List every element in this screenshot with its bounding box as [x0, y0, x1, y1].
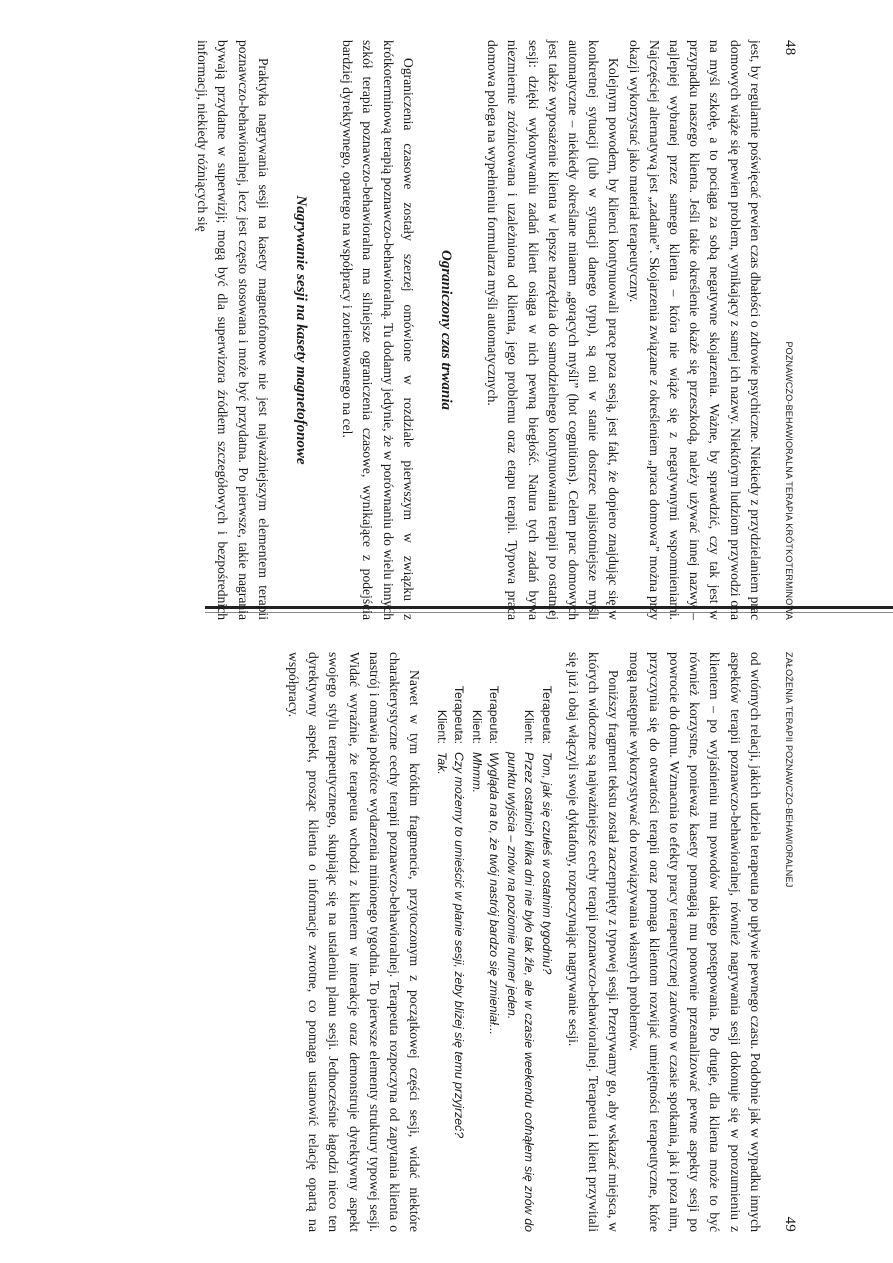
running-head [779, 652, 800, 1232]
section-heading: Ograniczony czas trwania [437, 249, 454, 411]
utterance: Wygląda na to, że twój nastrój bardzo się zmieniał... [487, 752, 502, 1035]
paragraph: Nawet w tym krótkim fragmencie, przytoczonym z początkowej części sesji, widać niektóre charakterystyczne cechy terapii poznawczo-behawioralnej. Terapeuta rozpoczyna od zapytania klienta o nastrój i omawia pokrótce wydarzenia minionego tygodnia. To pierwsze elementy struktury typowej sesji. Widać wyraźnie, że terapeuta wchodzi z klientem w interakcje oraz demonstruje dyrektywny aspekt swojego stylu terapeutycznego, skupiając się na ustaleniu planu sesji. Jednocześnie łagodzi nieco ten dyrektywny aspekt, prosząc klienta o informacje zwrotne, co pomaga ustanowić relację opartą na współpracy. [286, 652, 423, 1232]
utterance: Mhmm. [469, 752, 484, 793]
paragraph: Kolejnym powodem, by klienci kontynuowali pracę poza sesją, jest fakt, że dopiero znajdując się w konkretnej sytuacji (lub w sytuacji danego typu), są oni w stanie dostrzec najistotniejsze myśli automatyczne – niekiedy określane mianem „gorących myśli” (hot cognitions). Celem prac domowych jest także wyposażenie klienta w lepsze narzędzia do samodzielnego kontynuowania terapii po ostatniej sesji: dzięki wykonywaniu zadań klient osiąga w nich pewną biegłość. Natura tych zadań bywa niezmiernie zróżnicowana i uzależniona od klienta, jego problemu oraz etapu terapii. Typowa praca domowa polega na wypełnieniu formularza myśli automatycznych. [485, 40, 622, 620]
utterance: Tom, jak się czułeś w ostatnim tygodniu? [539, 752, 554, 975]
speaker: Klient: [522, 709, 537, 744]
book-page-49 [120, 652, 800, 1232]
speaker: Terapeuta: [539, 685, 554, 744]
running-head-title: POZNAWCZO-BEHAWIORALNA TERAPIA KRÓTKOTERMINOWA [784, 341, 794, 620]
speaker: Terapeuta: [452, 685, 467, 744]
paragraph: Poniższy fragment tekstu został zaczerpnięty z typowej sesji. Przerywamy go, aby wskazać miejsca, w których widoczne są najważniejsze cechy terapii poznawczo-behawioralnej. Terapeuta i klient przywitali się już i obaj włączyli swoje dyktafony, rozpoczynając nagrywanie sesji. [565, 652, 622, 1232]
speaker: Klient: [434, 709, 449, 744]
dialog-line [432, 652, 450, 1232]
page-number: 48 [782, 40, 798, 56]
dialog-line [502, 652, 537, 1232]
dialog-line [485, 652, 503, 1232]
paragraph: Ograniczenia czasowe zostały szerzej omówione w rozdziale pierwszym w związku z krótkoterminową terapią poznawczo-behawioralną. Tu dodamy jedynie, że w porównaniu do wielu innych szkół terapia poznawczo-behawioralna ma silniejsze ograniczenia czasowe, wynikające z podejścia bardziej dyrektywnego, opartego na współpracy i zorientowanego na cel. [340, 40, 416, 620]
speaker: Terapeuta: [487, 685, 502, 744]
dialog-line [450, 652, 468, 1232]
dialog-excerpt [432, 652, 555, 1232]
page-number: 49 [782, 1216, 798, 1232]
paragraph: Praktyka nagrywania sesji na kasety magnetofonowe nie jest najważniejszym elementem terapii poznawczo-behawioralnej, lecz jest często stosowana i może być przydatna. Po pierwsze, takie nagrania bywają przydatne w superwizji; mogą być dla superwizora źródłem szczegółowych i bezpośrednich informacji, niekiedy różniących się [195, 40, 271, 620]
paragraph: od wtórnych relacji, jakich udziela terapeuta po upływie pewnego czasu. Podobnie jak w wypadku innych aspektów terapii poznawczo-behawioralnej, również nagrywania sesji dokonuje się w porozumieniu z klientem – po wyjaśnieniu mu powodów takiego postępowania. Po drugie, dla klienta może to być również korzystne, ponieważ kasety pomagają mu ponownie przeanalizować pewne aspekty sesji po powrocie do domu. Wzmacnia to efekty pracy terapeutycznej zarówno w czasie spotkania, jak i poza nim, przyczynia się do otwartości terapii oraz pomaga klientom rozwijać umiejętności terapeutyczne, które mogą następnie wykorzystywać do rozwiązywania własnych problemów. [626, 652, 763, 1232]
speaker: Klient: [469, 709, 484, 744]
dialog-line [537, 652, 555, 1232]
utterance: Przez ostatnich kilka dni nie było tak źle, ale w czasie weekendu cofnąłem się znów do punktu wyjścia – znów na poziomie numer jeden. [504, 752, 537, 1232]
section-heading: Nagrywanie sesji na kasety magnetofonowe [292, 195, 309, 465]
dialog-line [467, 652, 485, 1232]
utterance: Czy możemy to umieścić w planie sesji, żeby bliżej się temu przyjrzeć? [452, 752, 467, 1139]
running-head [779, 40, 800, 620]
running-head-title: ZAŁOŻENIA TERAPII POZNAWCZO-BEHAWIORALNEJ [784, 652, 794, 888]
utterance: Tak. [434, 752, 449, 775]
book-page-48 [120, 40, 800, 620]
paragraph: jest, by regularnie poświęcać pewien czas dbałości o zdrowie psychiczne. Niekiedy z przydzielaniem prac domowych wiąże się pewien problem, wynikający z samej ich nazwy. Niektórym ludziom przywodzi ona na myśl szkołę, a to pociąga za sobą negatywne skojarzenia. Ważne, by sprawdzić, czy tak jest w przypadku naszego klienta. Jeśli takie określenie okaże się przeszkodą, należy używać innej nazwy – najlepiej wybranej przez samego klienta – która nie wiąże się z negatywnymi wspomnieniami. Najczęściej alternatywą jest „zadanie”. Skojarzenia związane z określeniem „praca domowa” można przy okazji wykorzystać jako materiał terapeutyczny. [626, 40, 763, 620]
